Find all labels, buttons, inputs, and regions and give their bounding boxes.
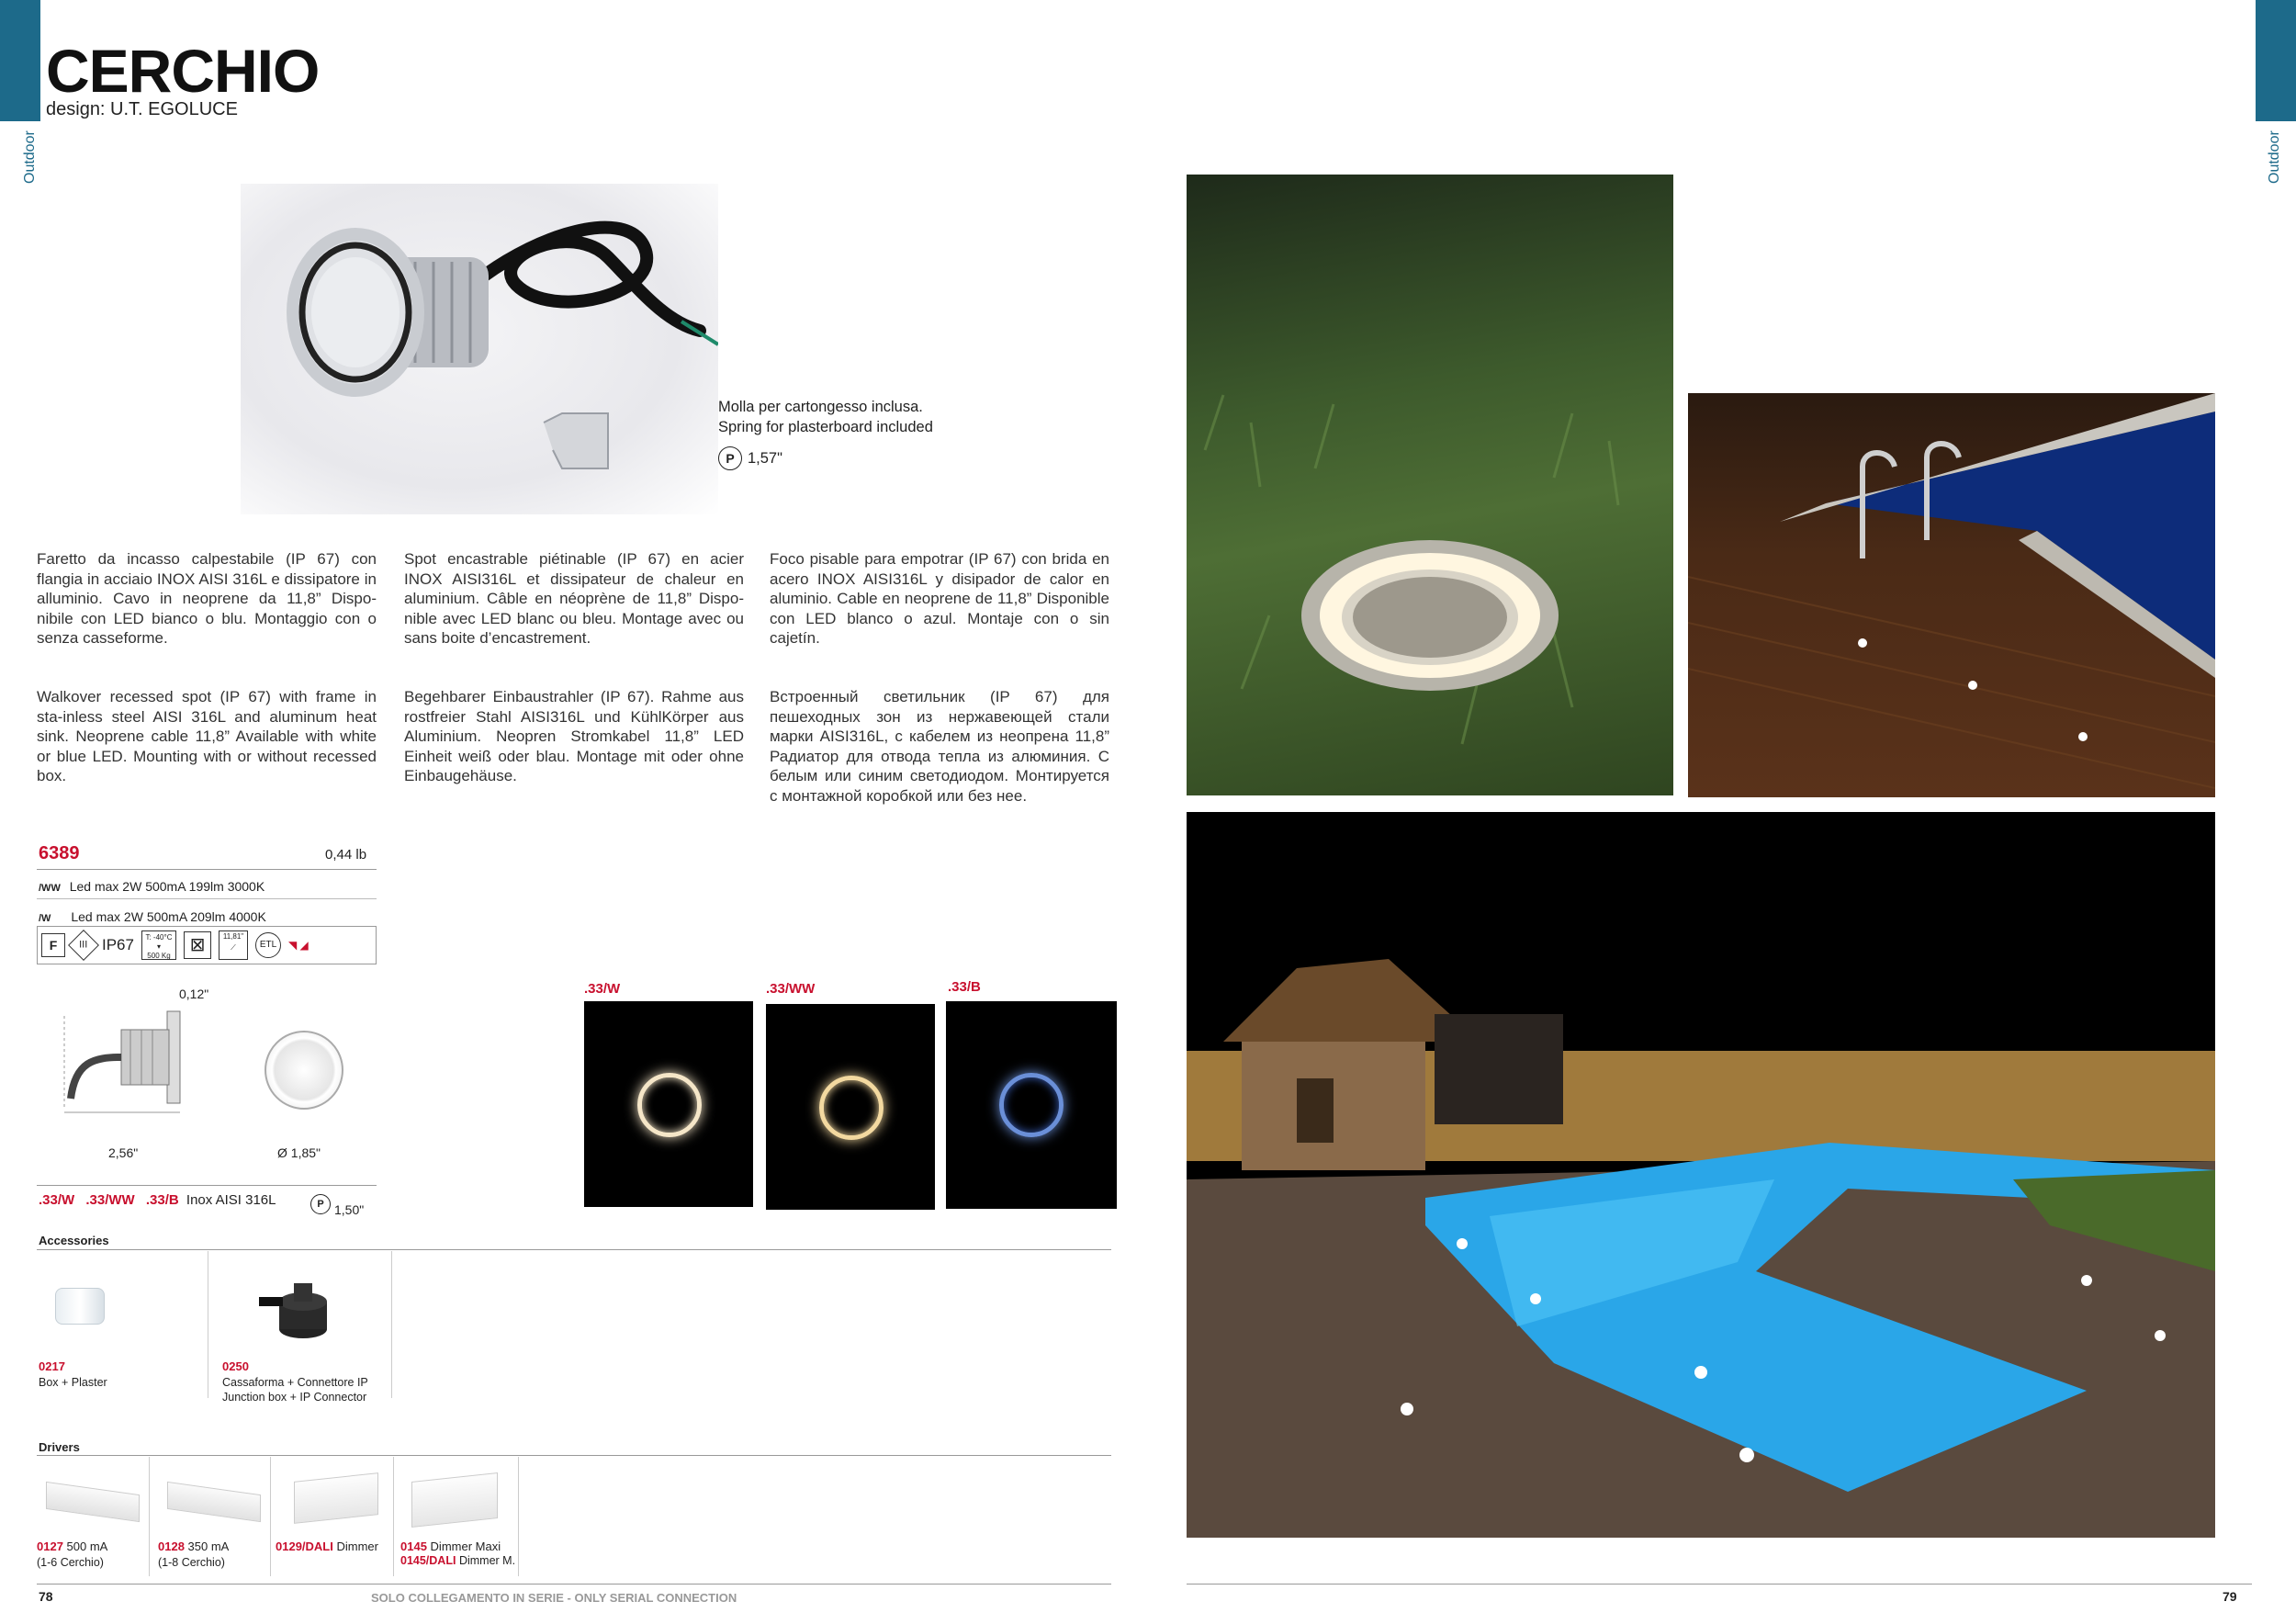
right-page-tab <box>2256 0 2296 121</box>
variant-spec: Led max 2W 500mA 209lm 4000K <box>71 909 266 924</box>
desc-russian: Встроенный светильник (IP 67) для пешеходных зон из нержавеющей стали марки AISI316L, с кабелем из неопрена 11,8” Радиатор для отвода тепла из алюминия. С белым или синим светодиодом. Монтируется с монтажной коробкой или без нее. <box>770 688 1109 805</box>
light-ring <box>637 1073 702 1137</box>
install-depth <box>718 446 933 470</box>
left-page-tab <box>0 0 40 121</box>
footer-note: SOLO COLLEGAMENTO IN SERIE - ONLY SERIAL CONNECTION <box>371 1591 737 1605</box>
spring-note-line2: Spring for plasterboard included <box>718 419 933 435</box>
light-sample-b <box>946 1001 1117 1209</box>
driver-name: Dimmer <box>336 1539 378 1553</box>
driver-item <box>276 1457 394 1576</box>
arrow-marks-icon: ◥ ◢ <box>287 939 309 952</box>
designer-credit: design: U.T. EGOLUCE <box>46 99 238 119</box>
dim-top: 0,12" <box>179 987 209 1001</box>
accessory-desc: Cassaforma + Connettore IP <box>222 1376 368 1389</box>
driver-label <box>400 1554 515 1567</box>
sample-label-b: .33/B <box>948 979 981 995</box>
driver-name: Dimmer Maxi <box>430 1539 501 1553</box>
variant-row-ww <box>39 879 264 894</box>
temperature-load-icon: T: -40°C ▾ 500 Kg <box>141 930 176 960</box>
cut-depth <box>310 1194 365 1217</box>
accessory-code: 0250 <box>222 1359 249 1373</box>
product-weight: 0,44 lb <box>325 847 367 863</box>
etl-mark-icon: ETL <box>255 932 281 958</box>
dim-diameter: Ø 1,85" <box>277 1145 321 1160</box>
cut-depth-value: 1,50" <box>334 1202 365 1217</box>
class-iii-icon <box>68 930 99 961</box>
finish-row <box>39 1192 276 1208</box>
pool-night-photo <box>1187 812 2215 1538</box>
driver-name: 500 mA <box>66 1539 108 1553</box>
driver-label <box>400 1539 501 1553</box>
cable-length-label: 11,81" <box>222 932 244 941</box>
sample-label-ww: .33/WW <box>766 981 816 997</box>
desc-spanish: Foco pisable para empotrar (IP 67) con brida en acero INOX AISI316L y disipador de calor en aluminio. Cable en neoprene de 11,8” Disponible con LED blanco o azul. Montaje con o sin cajetín. <box>770 550 1109 647</box>
install-depth-value: 1,57" <box>748 450 782 467</box>
finish-code: .33/W <box>39 1192 75 1208</box>
footer-rule-right <box>1187 1584 2252 1585</box>
driver-image <box>411 1472 498 1528</box>
recess-depth-icon: P <box>718 446 742 470</box>
finish-code: .33/B <box>145 1192 179 1208</box>
side-view-drawing <box>57 1007 222 1117</box>
driver-label <box>158 1539 229 1553</box>
recess-depth-icon: P <box>310 1194 331 1214</box>
dim-length: 2,56" <box>108 1145 139 1160</box>
driver-code: 0128 <box>158 1539 185 1553</box>
driver-item <box>37 1457 150 1576</box>
desc-french: Spot encastrable piétinable (IP 67) en acier INOX AISI316L et dissipateur de chaleur en aluminium. Câble en néoprène de 11,8” Dispo-nible avec LED blanc ou bleu. Montage avec ou sans boite d’encastrement. <box>404 550 744 647</box>
driver-note: (1-8 Cerchio) <box>158 1556 225 1569</box>
driver-label <box>37 1539 107 1553</box>
driver-item <box>400 1457 519 1576</box>
right-section-label: Outdoor <box>2267 130 2282 184</box>
accessory-desc: Junction box + IP Connector <box>222 1391 367 1404</box>
drivers-divider <box>37 1455 1111 1456</box>
driver-code: 0127 <box>37 1539 63 1553</box>
desc-german: Begehbarer Einbaustrahler (IP 67). Rahme aus rostfreier Stahl AISI316L und KühlKörper aus Aluminium. Neopren Stromkabel 11,8” LED Einheit weiß oder blau. Montage mit oder ohne Einbaugehäuse. <box>404 688 744 784</box>
footer-rule-left <box>37 1584 1111 1585</box>
finish-divider <box>37 1185 377 1186</box>
drivers-title: Drivers <box>39 1440 80 1454</box>
driver-image <box>167 1482 261 1522</box>
driver-note: (1-6 Cerchio) <box>37 1556 104 1569</box>
ip-rating: IP67 <box>102 936 134 953</box>
light-ring <box>999 1073 1064 1137</box>
variant-code: /WW <box>39 883 61 894</box>
variant-code: /W <box>39 913 51 924</box>
product-hero-image <box>241 184 718 514</box>
class-iii-label: III <box>79 939 88 951</box>
light-ring <box>819 1076 884 1140</box>
product-code: 6389 <box>39 843 80 863</box>
pool-deck-photo <box>1688 393 2215 797</box>
driver-image <box>46 1482 140 1522</box>
spring-note-line1: Molla per cartongesso inclusa. <box>718 399 923 415</box>
load-label: 500 Kg <box>147 952 171 960</box>
accessories-divider <box>37 1249 1111 1250</box>
variant-row-w <box>39 909 266 924</box>
variant-divider <box>37 898 377 899</box>
variant-spec: Led max 2W 500mA 199lm 3000K <box>69 879 265 894</box>
junction-box-image <box>257 1279 312 1334</box>
class-f-icon: F <box>41 933 65 957</box>
page-number-left: 78 <box>39 1589 53 1604</box>
accessory-code: 0217 <box>39 1359 65 1373</box>
desc-english: Walkover recessed spot (IP 67) with frame in sta-inless steel AISI 316L and aluminum heat sink. Neoprene cable 11,8” Available with white or blue LED. Mounting with or without recessed box. <box>37 688 377 784</box>
left-section-label: Outdoor <box>22 130 38 184</box>
driver-label <box>276 1539 378 1553</box>
driver-name: Dimmer M. <box>458 1554 516 1567</box>
light-sample-w <box>584 1001 753 1207</box>
finish-code: .33/WW <box>85 1192 135 1208</box>
driver-code: 0145 <box>400 1539 427 1553</box>
driver-name: 350 mA <box>187 1539 230 1553</box>
cable-length-icon: 11,81" ⟋ <box>219 930 248 960</box>
accessory-item <box>220 1251 392 1404</box>
driver-code: 0145/DALI <box>400 1554 456 1567</box>
finish-material: Inox AISI 316L <box>186 1192 276 1208</box>
box-plaster-image <box>55 1288 105 1325</box>
light-sample-ww <box>766 1004 935 1210</box>
desc-italian: Faretto da incasso calpestabile (IP 67) con flangia in acciaio INOX AISI 316L e dissipatore in alluminio. Cavo in neoprene da 11,8” Dispo-nibile con LED bianco o blu. Montaggio con o senza casseforme. <box>37 550 377 647</box>
sample-label-w: .33/W <box>584 981 621 997</box>
grass-spotlight-photo <box>1187 175 1673 795</box>
driver-code: 0129/DALI <box>276 1539 333 1553</box>
page-number-right: 79 <box>2223 1589 2237 1604</box>
driver-image <box>294 1472 378 1524</box>
page-title: CERCHIO <box>46 37 320 105</box>
spec-divider <box>37 869 377 870</box>
accessory-desc: Box + Plaster <box>39 1376 107 1389</box>
temperature-label: T: -40°C <box>145 933 173 942</box>
spring-note <box>718 397 933 470</box>
accessory-item <box>37 1251 208 1398</box>
no-cover-icon: ⊠ <box>184 931 211 959</box>
driver-item <box>158 1457 271 1576</box>
certification-icons <box>37 926 377 964</box>
accessories-title: Accessories <box>39 1234 109 1247</box>
front-view-drawing <box>264 1031 343 1110</box>
